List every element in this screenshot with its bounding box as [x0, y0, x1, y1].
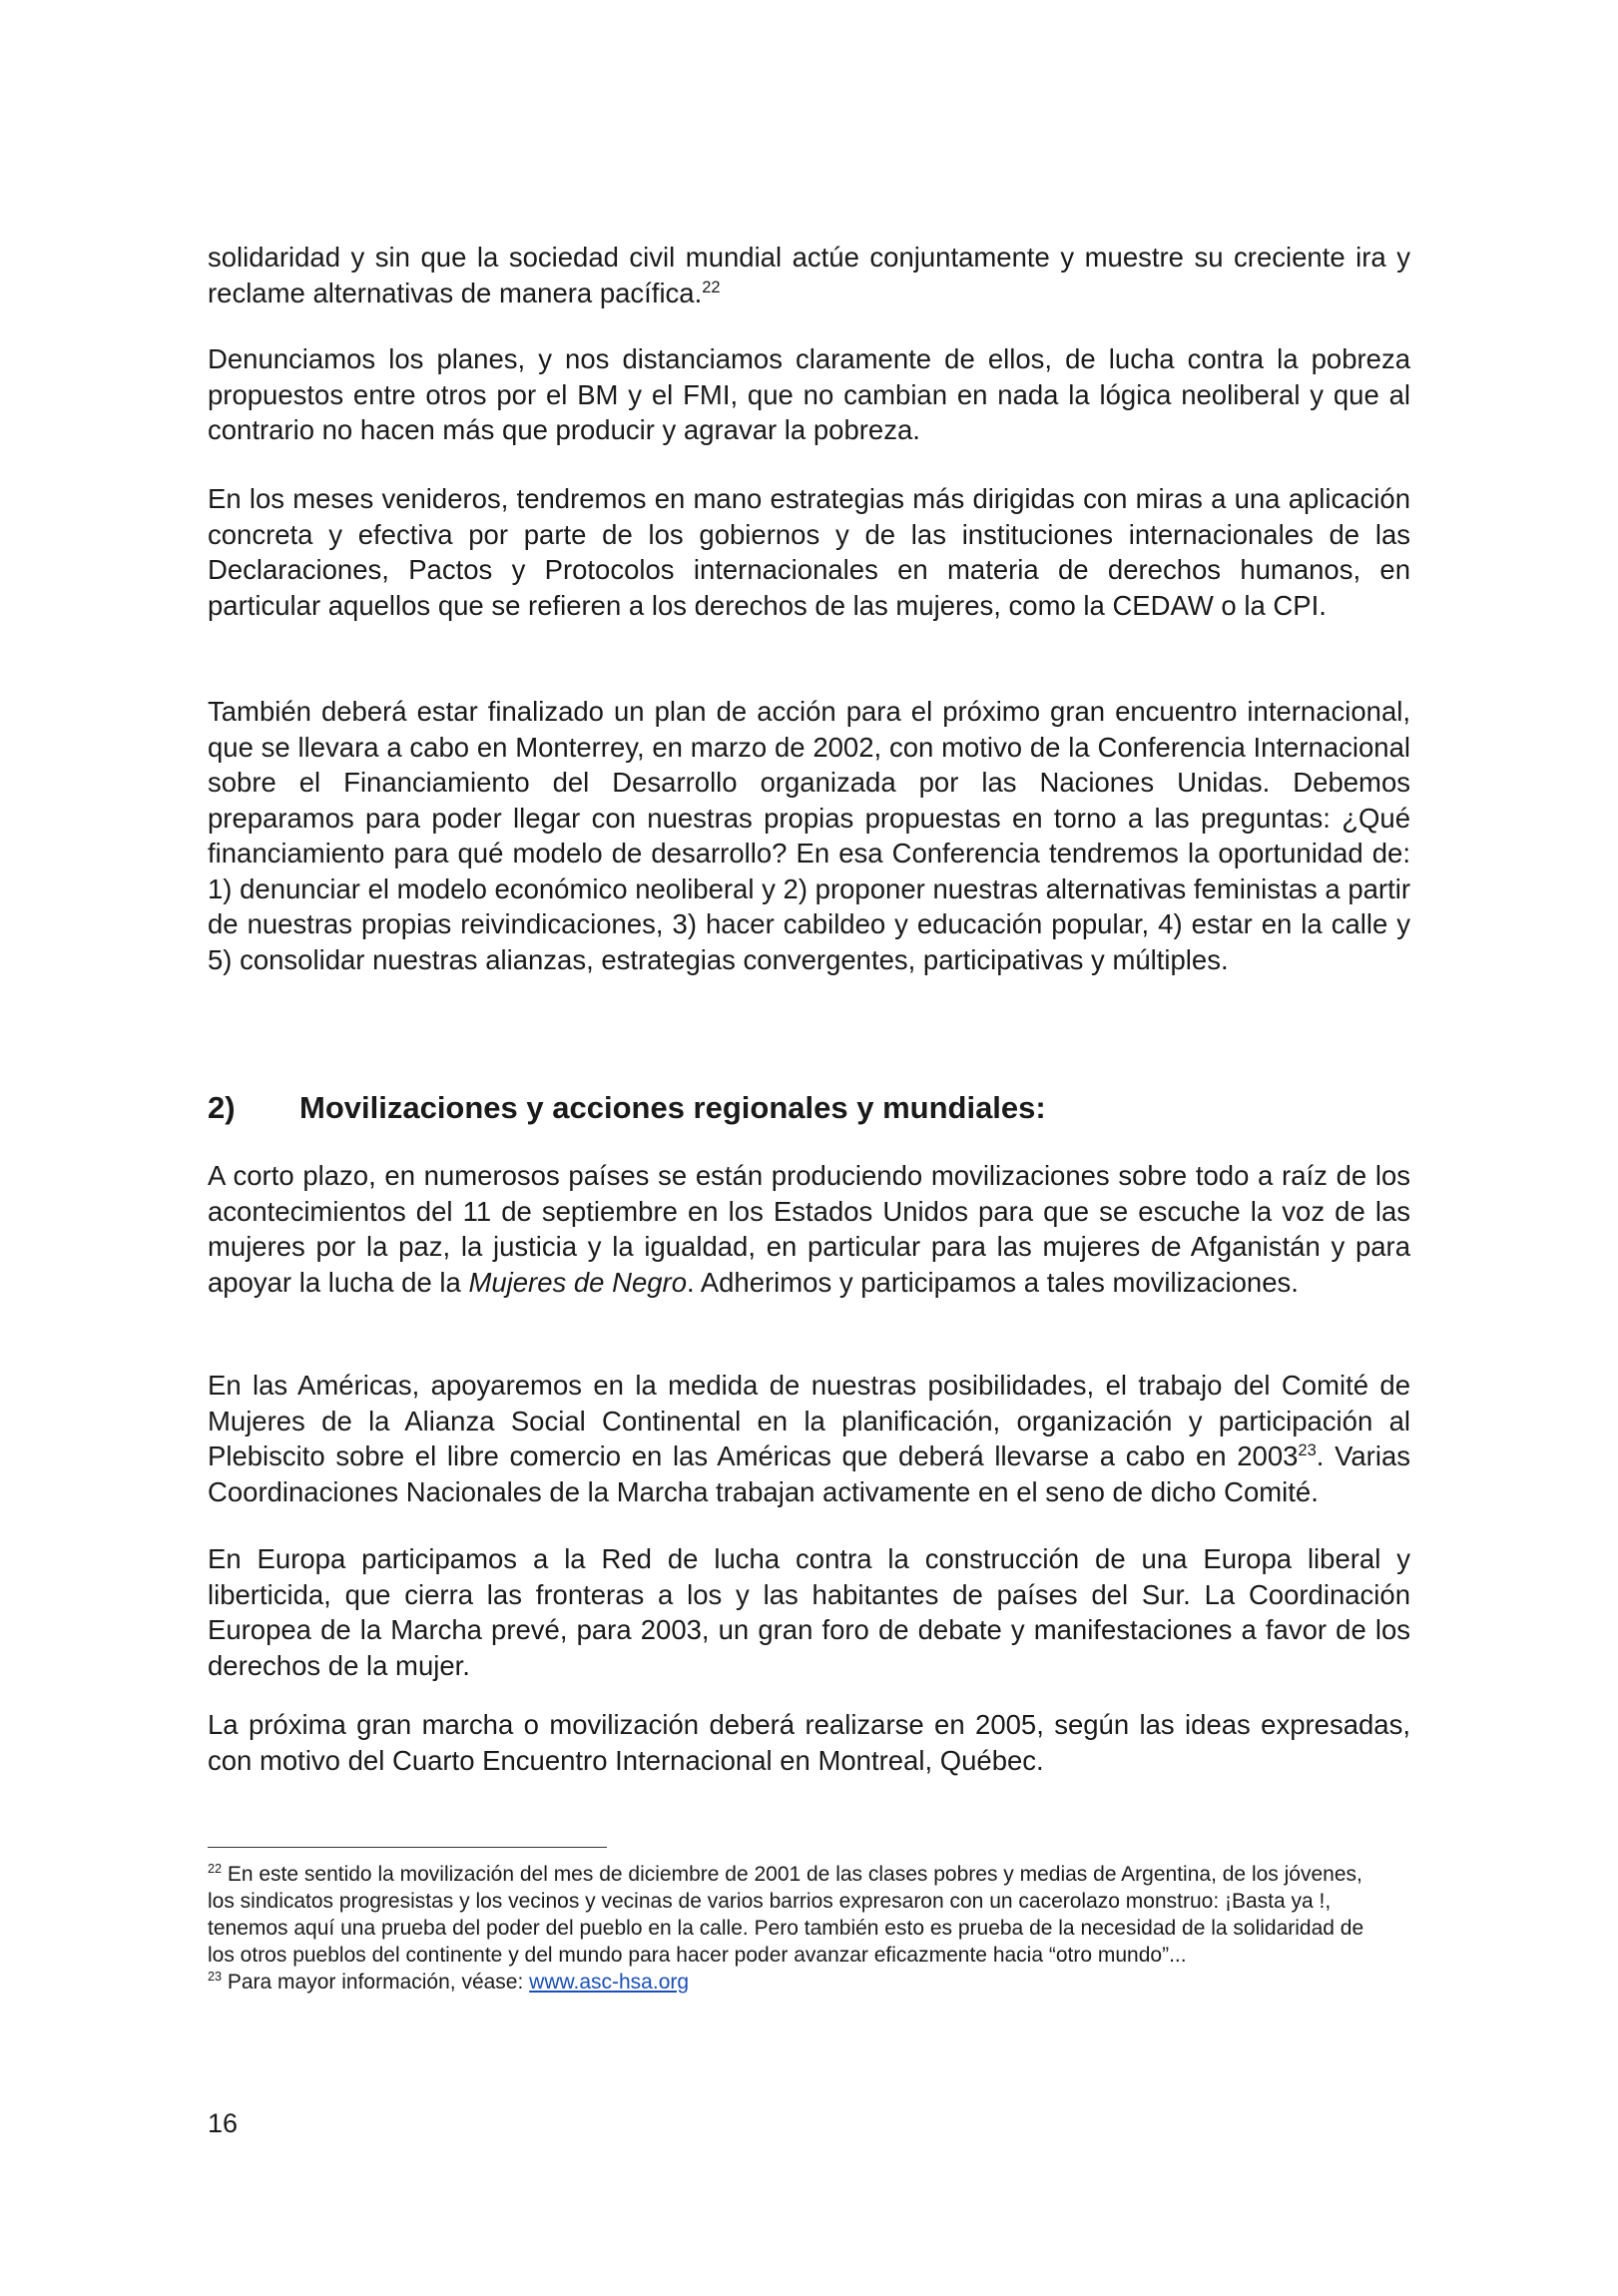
page-number: 16	[208, 2108, 239, 2138]
footnote-ref-23[interactable]: 23	[1298, 1440, 1317, 1459]
footnote-22-marker: 22	[208, 1862, 223, 1876]
paragraph-5	[208, 1158, 1410, 1300]
paragraph-6	[208, 1368, 1410, 1509]
footnote-22	[208, 1861, 1385, 1969]
paragraph-2: Denunciamos los planes, y nos distanciamos claramente de ellos, de lucha contra la pobreza propuestos entre otros por el BM y el FMI, que no cambian en nada la lógica neoliberal y que al contrario no hacen más que producir y agravar la pobreza.	[208, 343, 1410, 445]
paragraph-6-text-end: . Varias Coordinaciones Nacionales de la Marcha trabajan activamente en el seno de dicho Comité.	[208, 1440, 1410, 1507]
section-heading	[208, 1090, 1046, 1126]
paragraph-1	[208, 240, 1410, 310]
paragraph-7: En Europa participamos a la Red de lucha contra la construcción de una Europa liberal y liberticida, que cierra las fronteras a los y las habitantes de países del Sur. La Coordinación Europea de la Marcha prevé, para 2003, un gran foro de debate y manifestaciones a favor de los derechos de la mujer.	[208, 1543, 1410, 1681]
footnotes	[208, 1861, 1385, 1996]
footnote-23-marker: 23	[208, 1970, 223, 1984]
footnote-23-text: Para mayor información, véase:	[222, 1971, 530, 1994]
paragraph-5-text-end: . Adherimos y participamos a tales movilizaciones.	[687, 1266, 1299, 1298]
section-title: Movilizaciones y acciones regionales y mundiales:	[299, 1090, 1046, 1125]
footnote-divider	[208, 1847, 607, 1848]
footnote-23-link[interactable]: www.asc-hsa.org	[529, 1971, 690, 1994]
footnote-22-text: En este sentido la movilización del mes de diciembre de 2001 de las clases pobres y medias de Argentina, de los jóvenes, los sindicatos progresistas y los vecinos y vecinas de varios barrios expresaron con un cacerolazo monstruo: ¡Basta ya !, tenemos aquí una prueba del poder del pueblo en la calle. Pero también esto es prueba de la necesidad de la solidaridad de los otros pueblos del continente y del mundo para hacer poder avanzar eficazmente hacia “otro mundo”...	[208, 1863, 1364, 1967]
paragraph-3: En los meses venideros, tendremos en mano estrategias más dirigidas con miras a una aplicación concreta y efectiva por parte de los gobiernos y de las instituciones internacionales de las Declaraciones, Pactos y Protocolos internacionales en materia de derechos humanos, en particular aquellos que se refieren a los derechos de las mujeres, como la CEDAW o la CPI.	[208, 483, 1410, 621]
footnote-ref-22[interactable]: 22	[702, 278, 721, 296]
paragraph-5-text-start: A corto plazo, en numerosos países se están produciendo movilizaciones sobre todo a raíz de los acontecimientos del 11 de septiembre en los Estados Unidos para que se escuche la voz de las mujeres por la paz, la justicia y la igualdad, en particular para las mujeres de Afganistán y para apoyar la lucha de la	[208, 1160, 1410, 1298]
paragraph-5-italic: Mujeres de Negro	[468, 1266, 688, 1298]
paragraph-1-text: solidaridad y sin que la sociedad civil mundial actúe conjuntamente y muestre su creciente ira y reclame alternativas de manera pacífica.	[208, 242, 1410, 308]
paragraph-4: También deberá estar finalizado un plan de acción para el próximo gran encuentro internacional, que se llevara a cabo en Monterrey, en marzo de 2002, con motivo de la Conferencia Internacional sobre el Financiamiento del Desarrollo organizada por las Naciones Unidas. Debemos preparamos para poder llegar con nuestras propias propuestas en torno a las preguntas: ¿Qué financiamiento para qué modelo de desarrollo? En esa Conferencia tendremos la oportunidad de: 1) denunciar el modelo económico neoliberal y 2) proponer nuestras alternativas feministas a partir de nuestras propias reivindicaciones, 3) hacer cabildeo y educación popular, 4) estar en la calle y 5) consolidar nuestras alianzas, estrategias convergentes, participativas y múltiples.	[208, 696, 1410, 975]
paragraph-8: La próxima gran marcha o movilización deberá realizarse en 2005, según las ideas expresadas, con motivo del Cuarto Encuentro Internacional en Montreal, Québec.	[208, 1709, 1410, 1776]
section-number: 2)	[208, 1090, 236, 1125]
footnote-23	[208, 1969, 1385, 1996]
paragraph-6-text-start: En las Américas, apoyaremos en la medida de nuestras posibilidades, el trabajo del Comité de Mujeres de la Alianza Social Continental en la planificación, organización y participación al Plebiscito sobre el libre comercio en las Américas que deberá llevarse a cabo en 2003	[208, 1370, 1410, 1471]
